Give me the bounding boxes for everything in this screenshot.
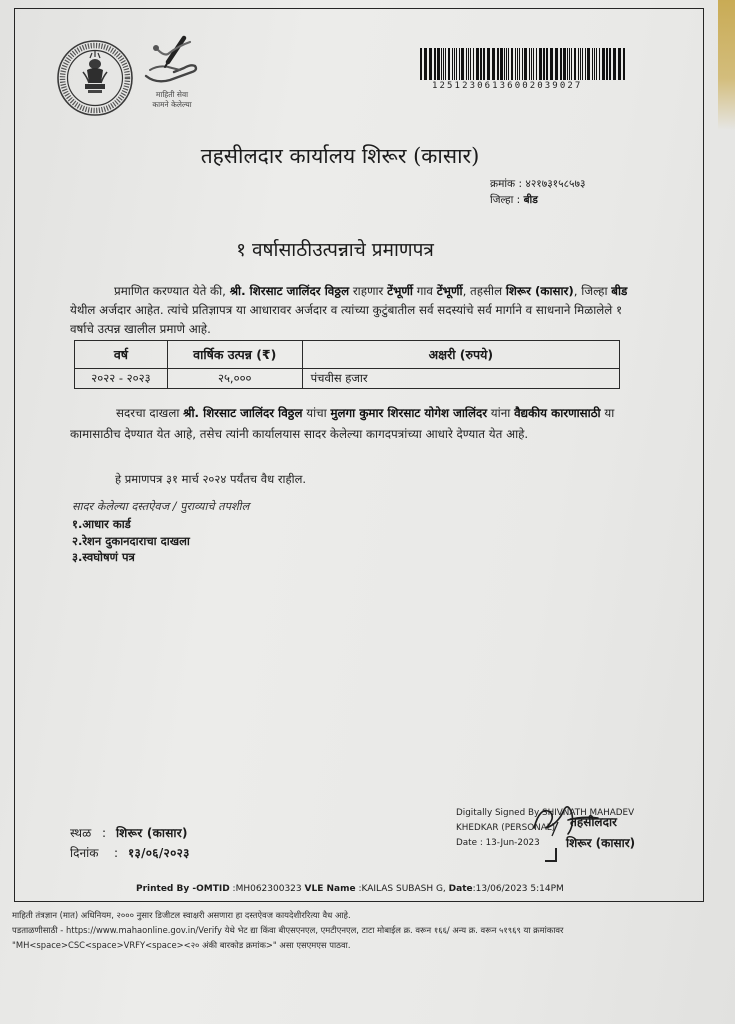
list-item: १.आधार कार्ड <box>72 517 131 531</box>
barcode-bar <box>529 48 530 80</box>
vle-name-label: VLE Name <box>304 884 356 894</box>
list-item: ३.स्वघोषणं पत्र <box>72 550 135 564</box>
cell-in-words: पंचवीस हजार <box>302 369 619 389</box>
barcode-bar <box>508 48 509 80</box>
date-label: दिनांक <box>70 846 99 860</box>
residence-name: टेंभूर्णी <box>387 284 413 298</box>
district-row <box>490 192 585 208</box>
barcode-bar <box>483 48 485 80</box>
barcode-bar <box>466 48 467 80</box>
taluka-name: शिरूर (कासार) <box>505 284 574 298</box>
barcode-bar <box>623 48 625 80</box>
place-label: स्थळ <box>70 826 92 840</box>
barcode-bar <box>613 48 616 80</box>
income-table <box>74 340 620 389</box>
barcode-bar <box>480 48 482 80</box>
barcode-bar <box>461 48 464 80</box>
barcode-bar <box>434 48 436 80</box>
barcode-bar <box>602 48 605 80</box>
beneficiary-name: मुलगा कुमार शिरसाट योगेश जालिंदर <box>330 406 488 420</box>
para2-text: या कामासाठीच देण्यात येत आहे, तसेच त्यांनी कार्यालयास सादर केलेल्या कागदपत्रांच्या आधारे देण्यात येत आहे. <box>70 406 615 441</box>
barcode-bar <box>522 48 523 80</box>
district-label: जिल्हा : <box>490 194 521 206</box>
district-value: बीड <box>523 194 538 206</box>
list-item: २.रेशन दुकानदाराचा दाखला <box>72 533 190 548</box>
reference-number-row <box>490 176 585 192</box>
barcode-bar <box>569 48 570 80</box>
barcode-bar <box>468 48 469 80</box>
barcode-bar <box>609 48 611 80</box>
place-separator: : <box>102 826 107 840</box>
logo-lettering <box>138 90 206 110</box>
header-annual-income: वार्षिक उत्पन्न (₹) <box>167 341 302 369</box>
barcode-bar <box>487 48 490 80</box>
corner-mark <box>545 848 557 862</box>
date-value: १३/०६/२०२३ <box>128 846 190 860</box>
barcode-bar <box>592 48 593 80</box>
para1-text: प्रमाणित करण्यात येते की, <box>114 284 230 298</box>
header-in-words: अक्षरी (रुपये) <box>302 341 619 369</box>
barcode-bar <box>550 48 553 80</box>
date-separator: : <box>114 846 119 860</box>
validity-statement: हे प्रमाणपत्र ३१ मार्च २०२४ पर्यंतच वैध राहील. <box>115 472 307 486</box>
barcode-bar <box>470 48 471 80</box>
footer-line: माहिती तंत्रज्ञान (मात) अधिनियम, २००० नुसार डिजीटल स्वाक्षरी असणारा हा दस्तऐवज कायदेशीररित्या वैध आहे. <box>12 910 351 920</box>
para2-text: यांना <box>487 406 515 420</box>
barcode-bar <box>574 48 576 80</box>
barcode-bar <box>473 48 474 80</box>
print-date: :13/06/2023 5:14PM <box>472 884 564 894</box>
certificate-title: १ वर्षासाठीउत्पन्नाचे प्रमाणपत्र <box>236 239 434 261</box>
para1-text: गाव <box>412 284 437 298</box>
signature-line: Digitally Signed By SHIVNATH MAHADEV <box>456 808 635 818</box>
income-table-row <box>75 369 620 389</box>
barcode-bar <box>524 48 527 80</box>
place-row <box>70 823 190 843</box>
footer-line: "MH<space>CSC<space>VRFY<space><२० अंकी बारकोड क्रमांक>" असा एसएमएस पाठवा. <box>12 940 351 950</box>
barcode-bar <box>563 48 566 80</box>
signature-line: Date : 13-Jun-2023 <box>456 838 540 848</box>
verification-footer <box>12 908 724 953</box>
printed-by-label: Printed By -OMTID <box>136 884 230 894</box>
handwritten-signature <box>528 798 608 842</box>
barcode-bar <box>517 48 518 80</box>
place-value: शिरूर (कासार) <box>116 826 188 840</box>
barcode-bar <box>506 48 507 80</box>
print-date-label: Date <box>448 884 473 894</box>
para1-text: , तहसील <box>462 284 506 298</box>
barcode-bar <box>459 48 460 80</box>
barcode-bar <box>531 48 532 80</box>
barcode-bar <box>582 48 583 80</box>
hand-pen-logo-icon <box>142 34 204 90</box>
purpose-paragraph <box>70 403 636 445</box>
state-seal-icon <box>56 39 134 117</box>
desk-edge-background <box>718 0 735 130</box>
applicant-name: श्री. शिरसाट जालिंदर विठ्ठल <box>183 406 303 420</box>
cell-annual-income: २५,००० <box>167 369 302 389</box>
stamp-place: शिरूर (कासार) <box>566 836 636 850</box>
reference-number: ४२१७३१५८५७३ <box>525 178 586 190</box>
income-table-header-row <box>75 341 620 369</box>
para1-text: राहणार <box>349 284 388 298</box>
date-row <box>70 843 190 863</box>
barcode-bar <box>618 48 621 80</box>
para2-text: सदरचा दाखला <box>116 406 184 420</box>
village-name: टेंभूर्णी <box>436 284 463 298</box>
barcode-bar <box>456 48 457 80</box>
stamp-designation: तहसीलदार <box>570 815 617 829</box>
barcode-bar <box>500 48 503 80</box>
footer-line: पडताळणीसाठी - https://www.mahaonline.gov.in/Verify येथे भेट द्या किंवा बीएसएनएल, एमटीएनएल, टाटा मोबाईल क्र. वरून १६६/ अन्य क्र. वरून ५१९६९ या क्रमांकावर <box>12 925 564 935</box>
barcode-bar <box>578 48 579 80</box>
barcode-bar <box>596 48 597 80</box>
header-year: वर्ष <box>75 341 168 369</box>
barcode-bar <box>587 48 590 80</box>
barcode-bar <box>497 48 499 80</box>
logo-text-line: कामने केलेल्या <box>152 100 192 109</box>
vle-name: :KAILAS SUBASH G, <box>355 884 449 894</box>
barcode-bar <box>448 48 450 80</box>
barcode-bar <box>567 48 568 80</box>
documents-heading: सादर केलेल्या दस्तऐवज / पुराव्याचे तपशील <box>72 500 250 513</box>
applicant-name: श्री. शिरसाट जालिंदर विठ्ठल <box>229 284 350 298</box>
barcode-bar <box>504 48 505 80</box>
purpose-text: वैद्यकीय कारणासाठी <box>514 406 601 420</box>
barcode-number: 12512306136002039027 <box>432 81 583 91</box>
barcode-bar <box>585 48 586 80</box>
barcode-bar <box>606 48 608 80</box>
place-date-block <box>70 823 190 863</box>
barcode-bar <box>571 48 572 80</box>
signature-line: KHEDKAR (PERSONAL) <box>456 823 556 833</box>
reference-number-label: क्रमांक : <box>490 178 523 190</box>
barcode-bar <box>546 48 548 80</box>
barcode-bar <box>424 48 427 80</box>
barcode-bar <box>511 48 513 80</box>
barcode-bar <box>452 48 453 80</box>
reference-block <box>490 176 585 208</box>
barcode-bar <box>492 48 495 80</box>
barcode-bar <box>594 48 595 80</box>
barcode-bar <box>443 48 444 80</box>
logo-text-line: माहिती सेवा <box>155 90 189 99</box>
barcode-bar <box>560 48 562 80</box>
barcode-bar <box>519 48 520 80</box>
barcode-bar <box>539 48 542 80</box>
barcode-bar <box>580 48 581 80</box>
barcode-bar <box>533 48 534 80</box>
documents-list <box>72 516 190 566</box>
barcode-bar <box>437 48 440 80</box>
barcode <box>418 48 630 80</box>
barcode-bar <box>420 48 422 80</box>
barcode-bar <box>454 48 455 80</box>
para2-text: यांचा <box>302 406 331 420</box>
operator-id: :MH062300323 <box>229 884 305 894</box>
barcode-bar <box>515 48 516 80</box>
barcode-bar <box>429 48 432 80</box>
barcode-bar <box>536 48 537 80</box>
cell-year: २०२२ - २०२३ <box>75 369 168 389</box>
barcode-bar <box>441 48 442 80</box>
printed-by-line <box>136 884 564 894</box>
district-name: बीड <box>611 284 628 298</box>
barcode-bar <box>445 48 446 80</box>
barcode-bar <box>555 48 558 80</box>
barcode-bar <box>543 48 545 80</box>
office-title: तहसीलदार कार्यालय शिरूर (कासार) <box>200 144 480 168</box>
para1-text: येथील अर्जदार आहेत. त्यांचे प्रतिज्ञापत्र या आधारावर अर्जदार व त्यांच्या कुटुंबातील सर्व सदस्यांचे सर्व मार्गाने व साधनाने मिळालेले १ वर्षाचे उत्पन्न खालील प्रमाणे आहे. <box>70 303 623 336</box>
certification-paragraph <box>70 282 636 339</box>
para1-text: , जिल्हा <box>573 284 612 298</box>
barcode-bar <box>476 48 479 80</box>
barcode-bar <box>599 48 600 80</box>
